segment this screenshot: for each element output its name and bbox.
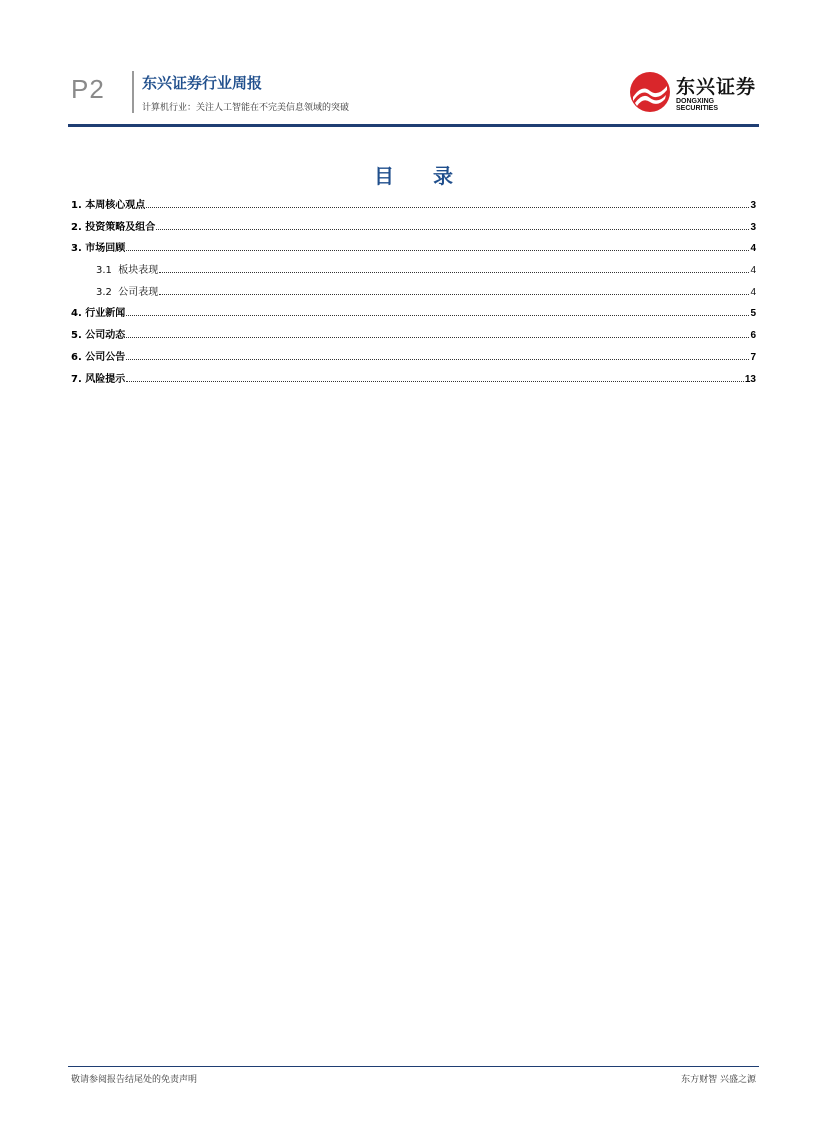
toc-leader [126, 359, 749, 360]
logo-text-en: DONGXING SECURITIES [676, 98, 719, 112]
report-title: 东兴证券行业周报 [142, 74, 263, 92]
logo-emblem-icon [628, 70, 672, 114]
toc-leader [159, 272, 749, 273]
footer-rule [68, 1066, 759, 1067]
toc-entry[interactable] [71, 370, 756, 392]
toc-entry[interactable] [71, 239, 756, 261]
toc-entry-number: 3.2 [96, 286, 119, 298]
toc-entry-label: 投资策略及组合 [85, 221, 156, 233]
toc-leader [146, 207, 749, 208]
logo-text-cn: 东兴证券 [676, 76, 757, 98]
toc-entry-label: 公司动态 [85, 330, 126, 342]
toc-entry-number: 5. [71, 330, 86, 342]
company-logo [628, 70, 758, 114]
toc-entry-page: 4 [750, 265, 756, 277]
toc-entry-page: 6 [750, 330, 756, 342]
header-divider [132, 71, 134, 113]
toc-entry[interactable] [71, 218, 756, 240]
toc-entry-page: 7 [750, 351, 756, 363]
toc-entry-number: 3. [71, 243, 86, 255]
toc-leader [126, 315, 749, 316]
toc-leader [159, 294, 749, 295]
toc-entry-number: 7. [71, 373, 86, 385]
toc-leader [126, 250, 749, 251]
toc-entry-number: 3.1 [96, 265, 119, 277]
toc-subentry[interactable] [71, 261, 756, 283]
toc-entry-label: 行业新闻 [85, 308, 126, 320]
toc-entry[interactable] [71, 326, 756, 348]
footer-slogan: 东方财智 兴盛之源 [681, 1075, 756, 1085]
toc-entry-label: 市场回顾 [85, 243, 126, 255]
toc-leader [126, 381, 744, 382]
toc-entry-page: 3 [750, 221, 756, 233]
toc-entry-page: 5 [750, 308, 756, 320]
page-number: P2 [71, 74, 105, 104]
toc-entry-label: 本周核心观点 [85, 200, 146, 211]
toc-entry[interactable] [71, 196, 756, 218]
report-subtitle: 计算机行业：关注人工智能在不完美信息领域的突破 [142, 103, 350, 113]
toc-entry-number: 4. [71, 308, 86, 320]
table-of-contents [71, 196, 756, 391]
toc-entry[interactable] [71, 348, 756, 370]
toc-entry-page: 4 [750, 243, 756, 255]
toc-entry-number: 2. [71, 221, 86, 233]
toc-entry-label: 风险提示 [85, 373, 126, 385]
header-rule [68, 124, 759, 127]
toc-subentry[interactable] [71, 283, 756, 305]
toc-entry-label: 板块表现 [118, 265, 159, 277]
toc-entry-page: 3 [750, 200, 756, 211]
toc-entry[interactable] [71, 304, 756, 326]
toc-entry-page: 13 [744, 373, 756, 385]
toc-title: 目 录 [374, 164, 469, 188]
toc-entry-number: 6. [71, 351, 86, 363]
toc-leader [126, 337, 749, 338]
toc-entry-page: 4 [750, 286, 756, 298]
toc-entry-label: 公司公告 [85, 351, 126, 363]
toc-entry-label: 公司表现 [118, 286, 159, 298]
toc-leader [156, 229, 749, 230]
toc-entry-number: 1. [71, 200, 86, 211]
footer-disclaimer: 敬请参阅报告结尾处的免责声明 [71, 1075, 198, 1085]
